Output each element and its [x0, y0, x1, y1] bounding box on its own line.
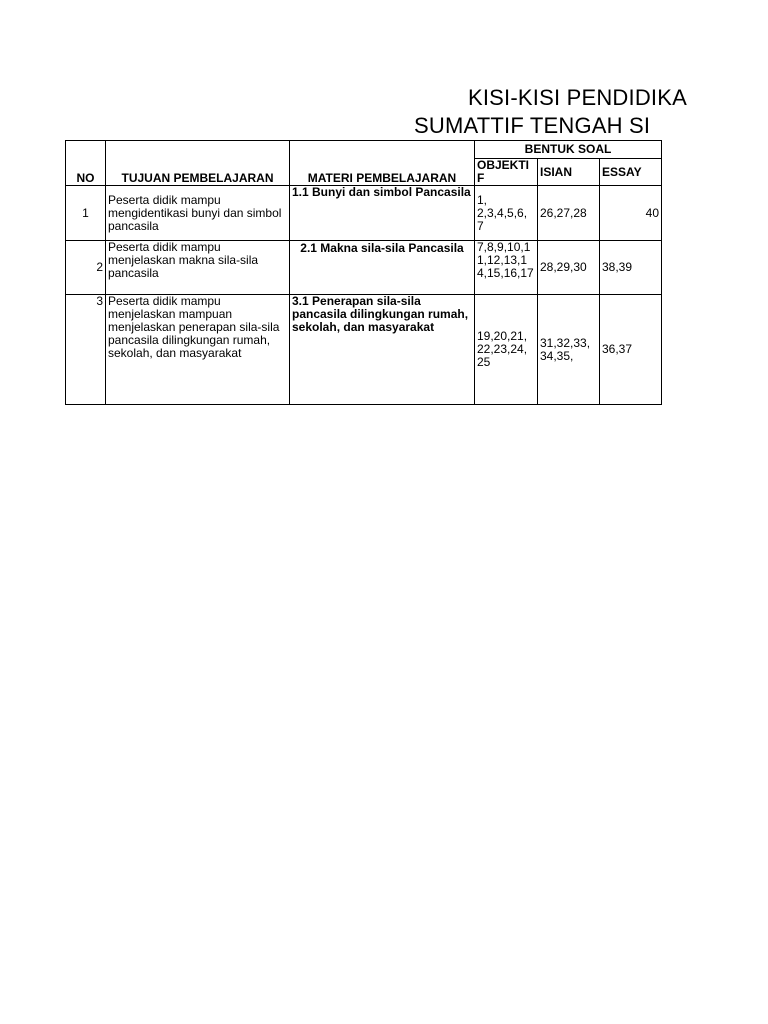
header-no: NO: [66, 141, 106, 186]
row-no: 1: [66, 186, 106, 241]
header-tujuan: TUJUAN PEMBELAJARAN: [106, 141, 290, 186]
title-line-1: KISI-KISI PENDIDIKA: [468, 85, 687, 110]
row-essay: 40: [600, 186, 662, 241]
row-isian: 31,32,33, 34,35,: [538, 295, 600, 405]
row-objektif: 1, 2,3,4,5,6, 7: [475, 186, 538, 241]
table-row: [66, 295, 662, 405]
row-isian: 26,27,28: [538, 186, 600, 241]
row-materi: 3.1 Penerapan sila-sila pancasila dilingkungan rumah, sekolah, dan masyarakat: [290, 295, 475, 405]
table-row: [66, 186, 662, 241]
row-no: 3: [66, 295, 106, 405]
row-no: 2: [66, 241, 106, 295]
row-isian: 28,29,30: [538, 241, 600, 295]
row-essay: 36,37: [600, 295, 662, 405]
header-objektif: OBJEKTIF: [475, 159, 538, 186]
header-bentuk-soal: BENTUK SOAL: [475, 141, 662, 159]
row-tujuan: Peserta didik mampu mengidentikasi bunyi dan simbol pancasila: [106, 186, 290, 241]
header-row-top: [66, 141, 662, 159]
row-objektif: 7,8,9,10,11,12,13,14,15,16,17: [475, 241, 538, 295]
title-line-2: SUMATTIF TENGAH SI: [414, 113, 651, 138]
document-title: [0, 84, 687, 140]
header-essay: ESSAY: [600, 159, 662, 186]
row-tujuan: Peserta didik mampu menjelaskan makna sila-sila pancasila: [106, 241, 290, 295]
row-materi: 2.1 Makna sila-sila Pancasila: [290, 241, 475, 295]
row-tujuan: Peserta didik mampu menjelaskan mampuan menjelaskan penerapan sila-sila pancasila dilingkungan rumah, sekolah, dan masyarakat: [106, 295, 290, 405]
header-materi: MATERI PEMBELAJARAN: [290, 141, 475, 186]
header-isian: ISIAN: [538, 159, 600, 186]
kisi-kisi-table: [65, 140, 662, 405]
row-essay: 38,39: [600, 241, 662, 295]
row-materi: 1.1 Bunyi dan simbol Pancasila: [290, 186, 475, 241]
row-objektif: 19,20,21, 22,23,24, 25: [475, 295, 538, 405]
table-row: [66, 241, 662, 295]
